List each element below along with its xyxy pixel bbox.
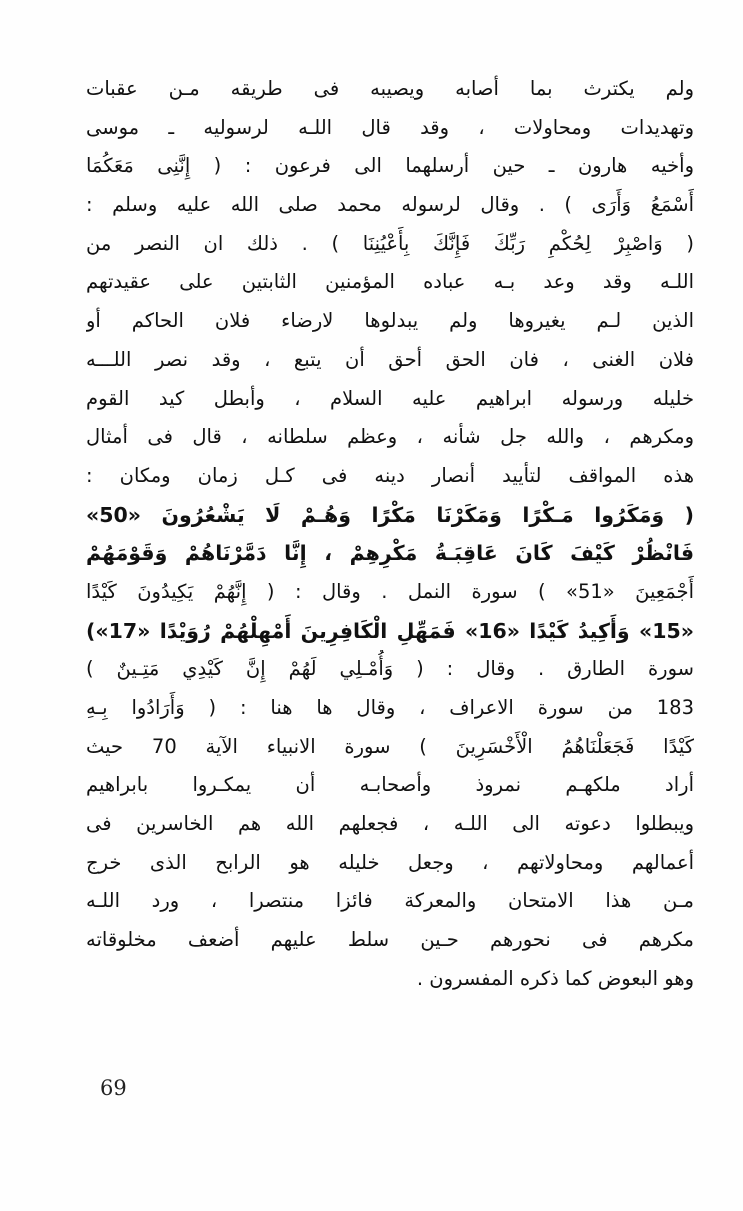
- quran-verse-line: «15» وَأَكِيدُ كَيْدًا «16» فَمَهِّلِ الْكَافِرِينَ أَمْهِلْهُمْ رُوَيْدًا «17»): [86, 618, 694, 643]
- text-line: ومكرهم ، والله جل شأنه ، وعظم سلطانه ، قال فى أمثال: [86, 425, 694, 449]
- text-line: أَجْمَعِينَ «51» ) سورة النمل . وقال : ( إِنَّهُمْ يَكِيدُونَ كَيْدًا: [86, 579, 694, 603]
- quran-verse-line: فَانْظُرْ كَيْفَ كَانَ عَاقِبَـةُ مَكْرِهِمْ ، إِنَّا دَمَّرْنَاهُمْ وَقَوْمَهُمْ: [86, 541, 694, 566]
- text-line: الذين لـم يغيروها ولم يبدلوها لارضاء فلان الحاكم أو: [86, 309, 694, 333]
- text-line: 183 من سورة الاعراف ، وقال ها هنا : ( وَأَرَادُوا بِـهِ: [86, 696, 694, 719]
- text-line: مكرهم فى نحورهم حـين سلط عليهم أضعف مخلوقاته: [86, 928, 694, 952]
- page-number: 69: [100, 1076, 127, 1100]
- text-line: كَيْدًا فَجَعَلْنَاهُمُ الْأَخْسَرِينَ ) سورة الانبياء الآية 70 حيث: [86, 734, 694, 758]
- text-line: فلان الغنى ، فان الحق أحق أن يتبع ، وقد نصر اللـــه: [86, 347, 694, 371]
- text-line: خليله ورسوله ابراهيم عليه السلام ، وأبطل كيد القوم: [86, 386, 694, 410]
- text-line: أعمالهم ومحاولاتهم ، وجعل خليله هو الرابح الذى خرج: [86, 850, 694, 874]
- text-line: ( وَاصْبِرْ لِحُكْمِ رَبِّكَ فَإِنَّكَ بِأَعْيُنِنَا ) . ذلك ان النصر من: [86, 231, 694, 255]
- text-line: ولم يكترث بما أصابه ويصيبه فى طريقه مـن عقبات: [86, 77, 694, 100]
- text-line: ويبطلوا دعوته الى اللـه ، فجعلهم الله هم الخاسرين فى: [86, 812, 694, 836]
- text-line: وتهديدات ومحاولات ، وقد قال اللـه لرسوليه ـ موسى: [86, 115, 694, 139]
- body-text: [86, 70, 694, 999]
- text-line: أَسْمَعُ وَأَرَى ) . وقال لرسوله محمد صلى الله عليه وسلم :: [86, 193, 694, 217]
- text-line: اللـه وقد وعد بـه عباده المؤمنين الثابتين على عقيدتهم: [86, 270, 694, 294]
- quran-verse-line: ( وَمَكَرُوا مَـكْرًا وَمَكَرْنَا مَكْرًا وَهُـمْ لَا يَشْعُرُونَ «50»: [86, 502, 694, 527]
- text-line: وأخيه هارون ـ حين أرسلهما الى فرعون : ( إِنَّنِى مَعَكُمَا: [86, 154, 694, 178]
- text-line: هذه المواقف لتأييد أنصار دينه فى كـل زمان ومكان :: [86, 463, 694, 487]
- text-line: سورة الطارق . وقال : ( وَأُمْـلِي لَهُمْ إِنَّ كَيْدِي مَتِـينٌ ): [86, 657, 694, 681]
- text-line: أراد ملكهـم نمروذ وأصحابـه أن يمكـروا بابراهيم: [86, 773, 694, 797]
- text-line: مـن هذا الامتحان والمعركة فائزا منتصرا ، ورد اللـه: [86, 889, 694, 913]
- text-line: وهو البعوض كما ذكره المفسرون .: [416, 966, 694, 990]
